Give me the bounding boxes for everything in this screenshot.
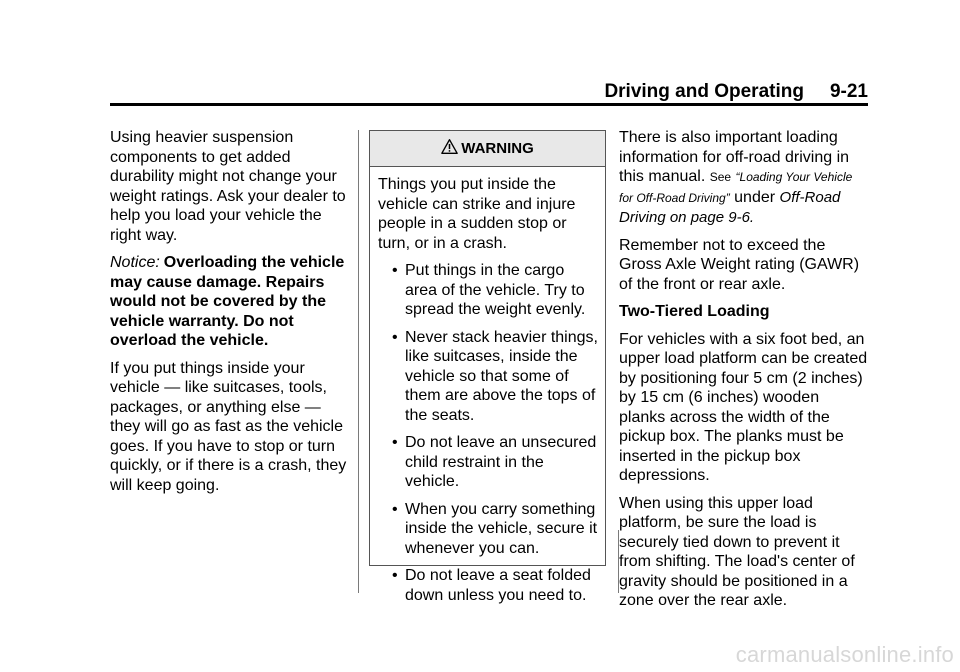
warning-title-bar — [370, 131, 605, 167]
site-watermark: carmanualsonline.info — [735, 642, 954, 667]
column-left — [110, 128, 350, 503]
upper-platform-paragraph: When using this upper load platform, be sure the load is securely tied down to prevent it from shifting. The load's center of gravity should be positioned in a zone over the rear axle. — [619, 494, 855, 609]
warning-bullet-list — [378, 261, 598, 605]
two-tiered-paragraph: For vehicles with a six foot bed, an upper load platform can be created by positioning four 5 cm (2 inches) by 15 cm (6 inches) wooden planks across the width of the pickup box. The planks must be inserted in the pickup box depressions. — [619, 330, 868, 484]
warning-title: WARNING — [461, 140, 534, 157]
notice-label: Notice: — [110, 254, 160, 271]
bullet-icon: • — [392, 262, 398, 279]
offroad-text: There is also important loading information for off-road driving in this manual. — [619, 129, 850, 185]
section-heading: Two-Tiered Loading — [619, 303, 770, 320]
bullet-text: Do not leave a seat folded down unless you need to. — [405, 567, 591, 604]
page-number: 9-21 — [829, 81, 868, 102]
warning-triangle-icon — [441, 138, 458, 155]
suspension-paragraph: Using heavier suspension components to get added durability might not change your weight ratings. Ask your dealer to help you load your vehicle the right way. — [110, 129, 346, 244]
bullet-icon: • — [392, 500, 398, 518]
cross-reference: “Loading Your Vehicle for Off-Road Driving” — [619, 170, 853, 205]
column-divider-left — [358, 130, 359, 593]
list-item — [390, 500, 598, 559]
list-item — [390, 261, 598, 320]
bullet-icon: • — [392, 434, 398, 451]
bullet-icon: • — [392, 328, 398, 346]
column-right — [619, 128, 869, 619]
under-text: under — [734, 188, 776, 206]
header-rule — [110, 103, 868, 106]
page-reference-link[interactable]: Off-Road Driving on page 9-6. — [619, 188, 841, 226]
bullet-text: When you carry something inside the vehicle, secure it whenever you can. — [405, 500, 598, 557]
notice-text: Overloading the vehicle may cause damage. Repairs would not be covered by the vehicle warranty. Do not overload the vehicle. — [110, 254, 345, 349]
list-item — [390, 328, 598, 426]
bullet-text: Do not leave an unsecured child restraint in the vehicle. — [405, 434, 597, 490]
bullet-text: Never stack heavier things, like suitcases, inside the vehicle so that some of them are above the tops of the seats. — [405, 328, 598, 424]
list-item — [390, 433, 598, 492]
warning-box — [369, 130, 606, 604]
bullet-text: Put things in the cargo area of the vehicle. Try to spread the weight evenly. — [405, 262, 586, 318]
offroad-paragraph — [619, 128, 869, 228]
page-header — [110, 81, 868, 105]
cargo-paragraph: If you put things inside your vehicle — like suitcases, tools, packages, or anything else — they will go as fast as the vehicle goes. If you have to stop or turn quickly, or if there is a crash, they will keep going. — [110, 359, 347, 494]
notice-paragraph — [110, 253, 350, 351]
see-text: See — [709, 170, 732, 184]
warning-body — [370, 167, 605, 605]
gawr-paragraph: Remember not to exceed the Gross Axle Weight rating (GAWR) of the front or rear axle. — [619, 236, 860, 293]
bullet-icon: • — [392, 567, 398, 584]
list-item — [390, 566, 598, 605]
section-title: Driving and Operating — [604, 81, 804, 102]
warning-intro: Things you put inside the vehicle can strike and injure people in a sudden stop or turn, or in a crash. — [378, 176, 576, 252]
